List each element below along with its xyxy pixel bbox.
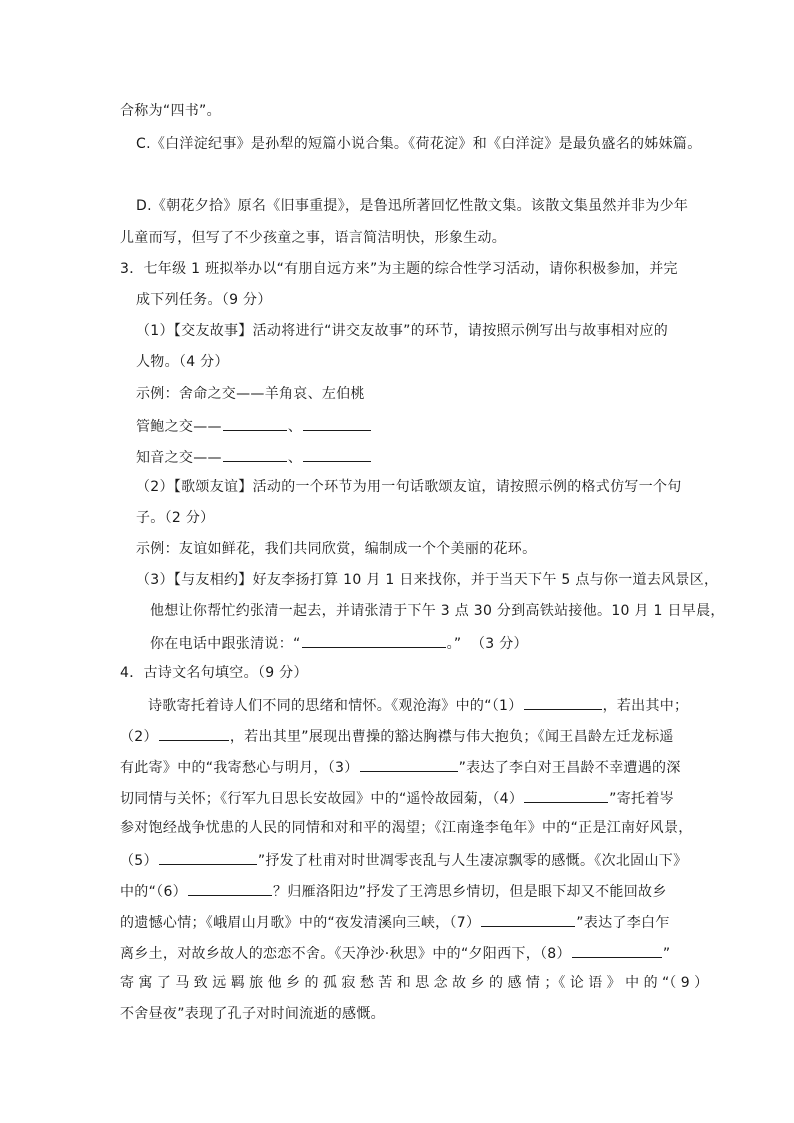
text: ”表达了李白对王昌龄不幸遭遇的深 <box>458 760 681 776</box>
q3-part2-line2: 子。（2 分） <box>136 510 215 526</box>
text: 的遗憾心情；《峨眉山月歌》中的“夜发清溪向三峡，（7） <box>120 915 481 931</box>
item2-label: 知音之交—— <box>136 450 222 466</box>
text: （5） <box>120 853 158 869</box>
answer-blank[interactable] <box>572 942 662 958</box>
option-b-tail: 合称为“四书”。 <box>120 103 221 119</box>
q3-part3-line2: 他想让你帮忙约张清一起去，并请张清于下午 3 点 30 分到高铁站接他。10 月 1 日早晨， <box>150 603 725 619</box>
answer-blank[interactable] <box>303 446 371 462</box>
q4-line3 <box>120 756 681 778</box>
text: ”寄托着岑 <box>609 791 674 807</box>
answer-blank[interactable] <box>303 415 371 431</box>
q4-line1 <box>148 694 688 716</box>
q3-part1-line2: 人物。（4 分） <box>136 354 229 370</box>
q4-line9 <box>120 942 670 964</box>
q3-part2-example: 示例：友谊如鲜花，我们共同欣赏，编制成一个个美丽的花环。 <box>136 541 537 557</box>
q4-line4 <box>120 787 674 809</box>
q4-title: 4．古诗文名句填空。（9 分） <box>120 665 308 681</box>
text: （2） <box>120 729 158 745</box>
answer-blank[interactable] <box>524 787 608 803</box>
answer-blank[interactable] <box>188 880 272 896</box>
text: 中的“（6） <box>120 884 187 900</box>
answer-blank[interactable] <box>302 632 446 648</box>
q4-line5: 参对饱经战争忧患的人民的同情和对和平的渴望；《江南逢李龟年》中的“正是江南好风景， <box>120 820 693 836</box>
option-d-line1: D.《朝花夕拾》原名《旧事重提》，是鲁迅所著回忆性散文集。该散文集虽然并非为少年 <box>136 198 689 214</box>
answer-blank[interactable] <box>159 849 257 865</box>
text: 离乡土，对故乡故人的恋恋不舍。《天净沙·秋思》中的“夕阳西下，（8） <box>120 946 571 962</box>
text: 切同情与关怀；《行军九日思长安故园》中的“遥怜故园菊，（4） <box>120 791 524 807</box>
text: ？归雁洛阳边”抒发了王湾思乡情切，但是眼下却又不能回故乡 <box>272 884 667 900</box>
option-c: C.《白洋淀纪事》是孙犁的短篇小说合集。《荷花淀》和《白洋淀》是最负盛名的姊妹篇。 <box>136 136 702 152</box>
answer-blank[interactable] <box>223 446 287 462</box>
q3-part1-example: 示例：舍命之交——羊角哀、左伯桃 <box>136 386 365 402</box>
q4-line11: 不舍昼夜”表现了孔子对时间流逝的感慨。 <box>120 1006 385 1022</box>
q3-part3-line1: （3）【与友相约】好友李扬打算 10 月 1 日来找你，并于当天下午 5 点与你一道去风景区， <box>136 572 719 588</box>
q3-part1-item2 <box>136 446 372 468</box>
q3-part1-line1: （1）【交友故事】活动将进行“讲交友故事”的环节，请按照示例写出与故事相对应的 <box>136 323 669 339</box>
text: 诗歌寄托着诗人们不同的思绪和情怀。《观沧海》中的“（1） <box>148 698 523 714</box>
q4-line7 <box>120 880 667 902</box>
q3-part3-line3 <box>150 632 528 654</box>
q3-stem-line1: 3．七年级 1 班拟举办以“有朋自远方来”为主题的综合性学习活动，请你积极参加，并完 <box>120 261 678 277</box>
text: ，若出其里”展现出曹操的豁达胸襟与伟大抱负；《闻王昌龄左迁龙标遥 <box>229 729 674 745</box>
dialog-close: 。” <box>446 636 462 652</box>
answer-blank[interactable] <box>360 756 458 772</box>
answer-blank[interactable] <box>481 911 575 927</box>
q3-part2-line1: （2）【歌颂友谊】活动的一个环节为用一句话歌颂友谊，请按照示例的格式仿写一个句 <box>136 479 682 495</box>
answer-blank[interactable] <box>223 415 287 431</box>
option-d-line2: 儿童而写，但写了不少孩童之事，语言简洁明快，形象生动。 <box>120 230 507 246</box>
text: ”表达了李白乍 <box>576 915 670 931</box>
q3-part1-item1 <box>136 415 372 437</box>
separator: 、 <box>287 450 303 466</box>
text: ” <box>662 946 671 962</box>
q4-line8 <box>120 911 670 933</box>
q3-stem-line2: 成下列任务。（9 分） <box>136 292 272 308</box>
answer-blank[interactable] <box>524 694 602 710</box>
text: 有此寄》中的“我寄愁心与明月，（3） <box>120 760 359 776</box>
q4-line2 <box>120 725 674 747</box>
separator: 、 <box>287 419 303 435</box>
answer-blank[interactable] <box>159 725 229 741</box>
q4-line10: 寄 寓 了 马 致 远 羁 旅 他 乡 的 孤 寂 愁 苦 和 思 念 故 乡 的 感 情 ；《 论 语 》 中 的 “（ 9 ） <box>120 975 709 991</box>
text: ，若出其中； <box>602 698 689 714</box>
item1-label: 管鲍之交—— <box>136 419 222 435</box>
q4-line6 <box>120 849 687 871</box>
text: ”抒发了杜甫对时世凋零丧乱与人生凄凉飘零的感慨。《次北固山下》 <box>257 853 688 869</box>
points: （3 分） <box>470 636 528 652</box>
dialog-open: 你在电话中跟张清说：“ <box>150 636 301 652</box>
